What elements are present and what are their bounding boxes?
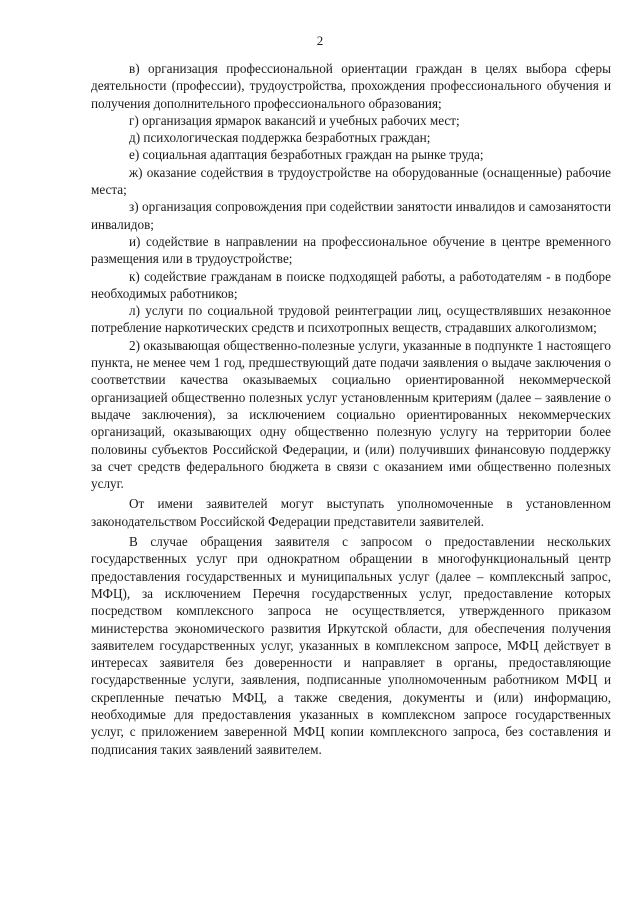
paragraph-z: з) организация сопровождения при содействии занятости инвалидов и самозанятости инвалидов;	[91, 199, 611, 232]
paragraph-complex-request: В случае обращения заявителя с запросом о предоставлении нескольких государственных услуг при однократном обращении в многофункциональный центр предоставления государственных и муниципальных услуг (далее – комплексный запрос, МФЦ), за исключением Перечня государственных услуг, предоставление которых посредством комплексного запроса не осуществляется, утвержденного приказом министерства экономического развития Иркутской области, для обеспечения получения заявителем государственных услуг, указанных в комплексном запросе, МФЦ действует в интересах заявителя без доверенности и направляет в органы, предоставляющие государственные услуги, заявления, подписанные уполномоченным работником МФЦ и скрепленные печатью МФЦ, а также сведения, документы и (или) информацию, необходимые для предоставления указанных в комплексном запросе государственных услуг, с приложением заверенной МФЦ копии комплексного запроса, без составления и подписания таких заявлений заявителем.	[91, 534, 611, 757]
paragraph-i: и) содействие в направлении на профессиональное обучение в центре временного размещения или в трудоустройстве;	[91, 233, 611, 267]
paragraph-k: к) содействие гражданам в поиске подходящей работы, а работодателям - в подборе необходимых работников;	[91, 268, 611, 301]
paragraph-2: 2) оказывающая общественно-полезные услуги, указанные в подпункте 1 настоящего пункта, не менее чем 1 год, предшествующий дате подачи заявления о выдаче заключения о соответствии качества оказываемых социально ориентированной некоммерческой организацией общественно полезных услуг установленным критериям (далее – заявление о выдаче заключения), за исключением социально ориентированных некоммерческих организаций, оказывающих одну общественно полезную услугу на территории более половины субъектов Российской Федерации, и (или) получивших финансовую поддержку за счет средств федерального бюджета в связи с оказанием ими общественно полезных услуг.	[91, 337, 611, 492]
paragraph-v: в) организация профессиональной ориентации граждан в целях выбора сферы деятельности (профессии), трудоустройства, прохождения профессионального обучения и получения дополнительного профессионального образования;	[91, 61, 611, 111]
document-body	[91, 60, 611, 758]
paragraph-zh: ж) оказание содействия в трудоустройстве на оборудованные (оснащенные) рабочие места;	[91, 164, 611, 198]
paragraph-l: л) услуги по социальной трудовой реинтеграции лиц, осуществлявших незаконное потребление наркотических средств и психотропных веществ, страдавших алкоголизмом;	[91, 303, 611, 336]
paragraph-g: г) организация ярмарок вакансий и учебных рабочих мест;	[129, 112, 460, 128]
page-number: 2	[316, 33, 324, 48]
paragraph-e: е) социальная адаптация безработных граждан на рынке труда;	[129, 147, 484, 163]
paragraph-representatives: От имени заявителей могут выступать уполномоченные в установленном законодательством Российской Федерации представители заявителей.	[91, 496, 611, 529]
paragraph-d: д) психологическая поддержка безработных граждан;	[129, 130, 431, 146]
